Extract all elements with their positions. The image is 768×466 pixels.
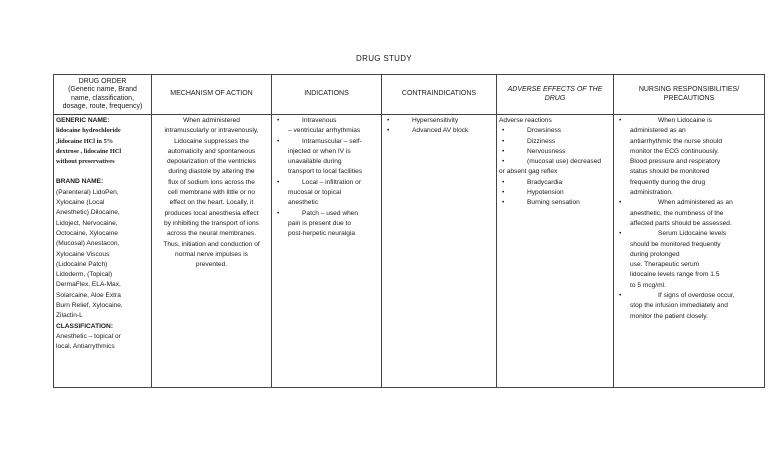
adverse-continuation: or absent gag reflex <box>499 168 558 176</box>
brand-name-label: BRAND NAME: <box>56 178 104 186</box>
classification-label: CLASSIFICATION: <box>56 322 114 330</box>
adverse-item: • Hypotension <box>499 188 611 198</box>
brand-name-line: Octocaine, Xylocaine <box>56 229 118 237</box>
mechanism-line: effect on the heart. Locally, it <box>169 199 254 207</box>
nursing-list <box>616 116 762 322</box>
mechanism-line: flux of sodium ions across the <box>168 178 255 186</box>
header-adverse-effects: ADVERSE EFFECTS OF THE DRUG <box>497 75 614 115</box>
header-row <box>54 75 765 115</box>
nursing-item: • If signs of overdose occur, stop the infusion immediately and monitor the patient closely. <box>616 291 762 322</box>
contraindications-list <box>384 116 494 137</box>
indication-item: • Patch – used when <box>274 209 379 219</box>
nursing-item: • When administered as an anesthetic, the numbness of the affected parts should be assessed. <box>616 198 762 229</box>
mechanism-line: during diastole by altering the <box>168 168 255 176</box>
brand-name-line: Zilactin-L <box>56 312 83 320</box>
brand-name-line: (Parenteral) LidoPen, <box>56 188 119 196</box>
brand-name-line: (Lidocaine Patch) <box>56 260 108 268</box>
header-nursing: NURSING RESPONSIBILITIES/ PRECAUTIONS <box>614 75 765 115</box>
drug-study-table <box>53 74 765 388</box>
mechanism-line: prevented. <box>195 261 228 269</box>
contraindication-item: • Hypersensitivity <box>384 116 494 126</box>
adverse-item: • Nervousness <box>499 147 611 157</box>
mechanism-line: When administered <box>183 117 240 124</box>
header-indications: INDICATIONS <box>272 75 382 115</box>
drug-row <box>54 115 765 388</box>
adverse-item: • Drowsiness <box>499 126 611 136</box>
classification-line: local, Antiarrythmics <box>56 343 115 351</box>
cell-mechanism <box>152 115 272 388</box>
header-contraindications: CONTRAINDICATIONS <box>382 75 497 115</box>
adverse-item: • Burning sensation <box>499 198 611 208</box>
document-title: DRUG STUDY <box>356 54 412 63</box>
contraindication-item: • Advanced AV block <box>384 126 494 136</box>
generic-name-line: dextrose , lidocaine HCl <box>56 147 122 155</box>
indication-item: • Intravenous <box>274 116 379 126</box>
adverse-item: • Bradycardia <box>499 178 611 188</box>
generic-name-label: GENERIC NAME: <box>56 117 110 124</box>
brand-name-line: Anesthetic) Dilocaine, <box>56 209 120 217</box>
cell-indications: • Intravenous – ventricular arrhythmias • Intramuscular – self- injected or when IV is unavailable during transport to local facilities • Local – infiltration or mucosal or topical anesthetic • Patch – used when pain is present due to post-herpetic neuralgia <box>272 115 382 388</box>
brand-name-line: DermaFlex, ELA-Max, <box>56 281 121 289</box>
classification-line: Anesthetic – topical or <box>56 332 121 340</box>
brand-name-line: Lidoderm, (Topical) <box>56 271 113 279</box>
adverse-list <box>499 126 611 167</box>
indication-item: • Intramuscular – self- <box>274 137 379 147</box>
adverse-item: • (mucosal use) decreased <box>499 157 611 167</box>
mechanism-line: cell membrane with little or no <box>167 189 256 197</box>
header-drug-order: DRUG ORDER (Generic name, Brand name, classification, dosage, route, frequency) <box>54 75 152 115</box>
mechanism-line: Lidocaine suppresses the <box>174 137 249 145</box>
mechanism-line: Thus, initiation and conduction of <box>163 240 260 248</box>
header-mechanism: MECHANISM OF ACTION <box>152 75 272 115</box>
cell-nursing <box>614 115 765 388</box>
cell-contraindications <box>382 115 497 388</box>
brand-name-line: (Mucosal) Anestacon, <box>56 240 120 248</box>
brand-name-line: Lidoject, Nervocaine, <box>56 219 118 227</box>
mechanism-line: by inhibiting the transport of ions <box>164 219 259 227</box>
brand-name-line: Solarcaine, Aloe Extra <box>56 291 121 299</box>
mechanism-line: automaticity and spontaneous <box>167 147 256 155</box>
indications-list <box>274 116 379 126</box>
cell-drug-order <box>54 115 152 388</box>
cell-adverse-effects <box>497 115 614 388</box>
mechanism-line: normal nerve impulses is <box>175 250 248 258</box>
mechanism-line: intramuscularly or intravenously, <box>164 127 259 135</box>
generic-name-line: lidocaine hydrochloride <box>56 127 121 135</box>
brand-name-line: Xylocaine Viscous <box>56 250 110 258</box>
nursing-item: • Serum Lidocaine levels should be monitored frequently during prolonged use. Therapeutic serum lidocaine levels range from 1.5 to 5 mcg/ml. <box>616 229 762 291</box>
generic-name-line: without preservatives <box>56 158 115 166</box>
mechanism-line: across the neural membranes. <box>166 230 257 238</box>
mechanism-line: produces local anesthesia effect <box>164 209 259 217</box>
adverse-intro: Adverse reactions <box>499 117 552 124</box>
indication-continuation: – ventricular arrhythmias <box>288 127 361 135</box>
generic-name-line: ,lidocaine HCl in 5% <box>56 137 114 145</box>
brand-name-line: Xylocaine (Local <box>56 199 105 207</box>
adverse-item: • Dizziness <box>499 137 611 147</box>
mechanism-line: depolarization of the ventricles <box>166 158 257 166</box>
brand-name-line: Burn Relief, Xylocaine, <box>56 302 123 310</box>
indication-item: • Local – infiltration or <box>274 178 379 188</box>
nursing-item: • When Lidocaine is administered as an antiarrhythmic the nurse should monitor the ECG continuously. Blood pressure and respiratory status should be monitored frequently during the drug administration. <box>616 116 762 198</box>
